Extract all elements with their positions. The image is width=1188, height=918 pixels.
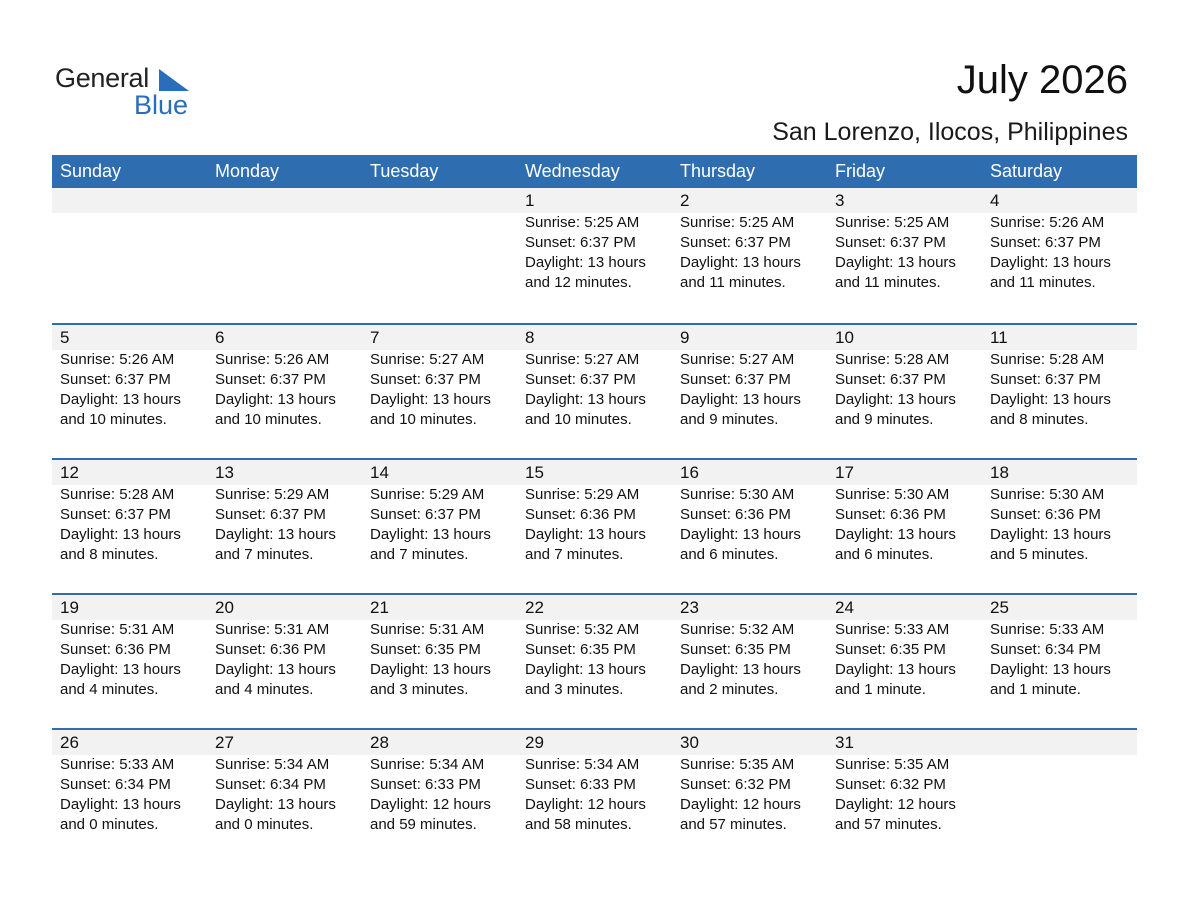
sunrise-text: Sunrise: 5:28 AM	[60, 486, 175, 503]
location-subtitle: San Lorenzo, Ilocos, Philippines	[772, 118, 1128, 146]
week-row	[52, 188, 1137, 323]
sunset-text: Sunset: 6:36 PM	[60, 641, 171, 658]
day-cell	[982, 595, 1137, 700]
daylight-minutes-text: and 4 minutes.	[60, 681, 159, 698]
sunrise-text: Sunrise: 5:27 AM	[525, 351, 640, 368]
day-cell	[982, 188, 1137, 293]
day-cell	[982, 460, 1137, 565]
day-number: 3	[835, 191, 845, 210]
sunrise-text: Sunrise: 5:29 AM	[370, 486, 485, 503]
sunset-text: Sunset: 6:37 PM	[215, 506, 326, 523]
daylight-minutes-text: and 1 minute.	[835, 681, 926, 698]
daylight-minutes-text: and 7 minutes.	[370, 546, 469, 563]
daylight-minutes-text: and 6 minutes.	[835, 546, 934, 563]
empty-day-cell	[52, 188, 207, 293]
day-number: 13	[215, 463, 234, 482]
daylight-text: Daylight: 13 hours	[680, 526, 801, 543]
empty-day-cell	[362, 188, 517, 293]
day-cell	[207, 595, 362, 700]
weekday-header-tuesday: Tuesday	[370, 161, 439, 181]
day-cell	[52, 460, 207, 565]
daylight-text: Daylight: 13 hours	[60, 526, 181, 543]
day-number: 9	[680, 328, 690, 347]
day-cell	[52, 595, 207, 700]
daylight-minutes-text: and 10 minutes.	[215, 411, 322, 428]
daylight-minutes-text: and 11 minutes.	[835, 274, 941, 291]
weekday-header-saturday: Saturday	[990, 161, 1063, 181]
calendar-grid	[52, 155, 1137, 863]
sunset-text: Sunset: 6:37 PM	[990, 371, 1101, 388]
sunrise-text: Sunrise: 5:31 AM	[60, 621, 175, 638]
day-cell	[207, 730, 362, 835]
day-number: 1	[525, 191, 535, 210]
daylight-text: Daylight: 13 hours	[990, 254, 1111, 271]
week-row	[52, 458, 1137, 593]
sunrise-text: Sunrise: 5:28 AM	[990, 351, 1105, 368]
sunset-text: Sunset: 6:37 PM	[215, 371, 326, 388]
calendar-weeks	[52, 188, 1137, 863]
daylight-text: Daylight: 13 hours	[525, 254, 646, 271]
sunset-text: Sunset: 6:37 PM	[525, 234, 636, 251]
day-cell	[827, 730, 982, 835]
weekday-header-row	[52, 155, 1137, 188]
day-cell	[672, 188, 827, 293]
sunset-text: Sunset: 6:35 PM	[525, 641, 636, 658]
day-cell	[362, 595, 517, 700]
daylight-text: Daylight: 13 hours	[215, 661, 336, 678]
sunrise-text: Sunrise: 5:27 AM	[680, 351, 795, 368]
day-number: 7	[370, 328, 380, 347]
sunset-text: Sunset: 6:33 PM	[525, 776, 636, 793]
day-cell	[672, 460, 827, 565]
daylight-minutes-text: and 1 minute.	[990, 681, 1081, 698]
daylight-minutes-text: and 12 minutes.	[525, 274, 632, 291]
sunset-text: Sunset: 6:36 PM	[525, 506, 636, 523]
day-cell	[517, 730, 672, 835]
daylight-text: Daylight: 13 hours	[835, 661, 956, 678]
daylight-minutes-text: and 3 minutes.	[525, 681, 624, 698]
day-number: 11	[990, 328, 1008, 347]
day-number: 31	[835, 733, 854, 752]
day-number: 19	[60, 598, 79, 617]
day-number: 20	[215, 598, 234, 617]
day-number: 27	[215, 733, 234, 752]
sunrise-text: Sunrise: 5:30 AM	[990, 486, 1105, 503]
daylight-text: Daylight: 13 hours	[990, 661, 1111, 678]
sunset-text: Sunset: 6:37 PM	[835, 371, 946, 388]
day-number: 24	[835, 598, 854, 617]
daylight-text: Daylight: 13 hours	[835, 391, 956, 408]
sunrise-text: Sunrise: 5:34 AM	[525, 756, 640, 773]
sunset-text: Sunset: 6:34 PM	[990, 641, 1101, 658]
daylight-minutes-text: and 11 minutes.	[990, 274, 1096, 291]
sunrise-text: Sunrise: 5:25 AM	[680, 214, 795, 231]
week-row	[52, 323, 1137, 458]
day-cell	[517, 188, 672, 293]
day-cell	[672, 730, 827, 835]
daylight-minutes-text: and 8 minutes.	[60, 546, 159, 563]
day-number: 22	[525, 598, 544, 617]
daylight-text: Daylight: 12 hours	[370, 796, 491, 813]
sunset-text: Sunset: 6:35 PM	[680, 641, 791, 658]
daylight-text: Daylight: 13 hours	[525, 526, 646, 543]
day-number: 25	[990, 598, 1009, 617]
day-cell	[362, 730, 517, 835]
logo-blue-text: Blue	[134, 90, 189, 120]
daylight-text: Daylight: 13 hours	[370, 391, 491, 408]
daylight-minutes-text: and 10 minutes.	[525, 411, 632, 428]
logo-triangle-icon	[159, 69, 189, 91]
daylight-minutes-text: and 7 minutes.	[525, 546, 624, 563]
day-number: 26	[60, 733, 79, 752]
daylight-text: Daylight: 13 hours	[370, 526, 491, 543]
sunrise-text: Sunrise: 5:33 AM	[60, 756, 175, 773]
sunset-text: Sunset: 6:36 PM	[835, 506, 946, 523]
day-number: 23	[680, 598, 699, 617]
day-cell	[827, 325, 982, 430]
daylight-text: Daylight: 13 hours	[215, 391, 336, 408]
sunset-text: Sunset: 6:37 PM	[370, 371, 481, 388]
daylight-minutes-text: and 58 minutes.	[525, 816, 632, 833]
sunrise-text: Sunrise: 5:34 AM	[215, 756, 330, 773]
weekday-header-friday: Friday	[835, 161, 886, 181]
sunset-text: Sunset: 6:35 PM	[370, 641, 481, 658]
sunrise-text: Sunrise: 5:26 AM	[60, 351, 175, 368]
day-number: 16	[680, 463, 699, 482]
sunrise-text: Sunrise: 5:33 AM	[990, 621, 1105, 638]
daylight-minutes-text: and 5 minutes.	[990, 546, 1089, 563]
day-cell	[517, 460, 672, 565]
sunrise-text: Sunrise: 5:30 AM	[835, 486, 950, 503]
day-number: 8	[525, 328, 535, 347]
sunrise-text: Sunrise: 5:27 AM	[370, 351, 485, 368]
daylight-text: Daylight: 13 hours	[60, 391, 181, 408]
day-number: 14	[370, 463, 389, 482]
daylight-text: Daylight: 13 hours	[60, 661, 181, 678]
weekday-header-sunday: Sunday	[60, 161, 122, 181]
day-number: 10	[835, 328, 854, 347]
daylight-text: Daylight: 12 hours	[680, 796, 801, 813]
day-cell	[827, 188, 982, 293]
sunrise-text: Sunrise: 5:30 AM	[680, 486, 795, 503]
day-cell	[517, 595, 672, 700]
day-number: 5	[60, 328, 70, 347]
day-cell	[362, 325, 517, 430]
daylight-text: Daylight: 12 hours	[525, 796, 646, 813]
day-number: 2	[680, 191, 690, 210]
daylight-minutes-text: and 0 minutes.	[215, 816, 314, 833]
weekday-header-monday: Monday	[215, 161, 280, 181]
sunset-text: Sunset: 6:37 PM	[835, 234, 946, 251]
week-row	[52, 728, 1137, 863]
day-number: 15	[525, 463, 544, 482]
day-cell	[52, 730, 207, 835]
logo-general-text: General	[55, 63, 149, 93]
daylight-minutes-text: and 9 minutes.	[680, 411, 779, 428]
sunrise-text: Sunrise: 5:29 AM	[215, 486, 330, 503]
daylight-minutes-text: and 0 minutes.	[60, 816, 159, 833]
empty-day-cell	[207, 188, 362, 293]
day-cell	[672, 325, 827, 430]
daylight-minutes-text: and 4 minutes.	[215, 681, 314, 698]
sunrise-text: Sunrise: 5:33 AM	[835, 621, 950, 638]
day-cell	[52, 325, 207, 430]
day-number: 30	[680, 733, 699, 752]
day-number: 12	[60, 463, 79, 482]
day-cell	[827, 595, 982, 700]
daylight-minutes-text: and 57 minutes.	[680, 816, 787, 833]
daylight-minutes-text: and 7 minutes.	[215, 546, 314, 563]
day-number: 18	[990, 463, 1009, 482]
sunset-text: Sunset: 6:37 PM	[60, 506, 171, 523]
daylight-minutes-text: and 10 minutes.	[370, 411, 477, 428]
daylight-text: Daylight: 13 hours	[680, 661, 801, 678]
sunset-text: Sunset: 6:34 PM	[60, 776, 171, 793]
sunset-text: Sunset: 6:32 PM	[835, 776, 946, 793]
weekday-header-wednesday: Wednesday	[525, 161, 620, 181]
week-row	[52, 593, 1137, 728]
sunrise-text: Sunrise: 5:35 AM	[835, 756, 950, 773]
sunrise-text: Sunrise: 5:25 AM	[525, 214, 640, 231]
day-number: 28	[370, 733, 389, 752]
sunrise-text: Sunrise: 5:34 AM	[370, 756, 485, 773]
sunrise-text: Sunrise: 5:29 AM	[525, 486, 640, 503]
day-cell	[517, 325, 672, 430]
sunrise-text: Sunrise: 5:32 AM	[680, 621, 795, 638]
sunset-text: Sunset: 6:37 PM	[680, 234, 791, 251]
sunrise-text: Sunrise: 5:31 AM	[215, 621, 330, 638]
day-cell	[207, 460, 362, 565]
daylight-minutes-text: and 59 minutes.	[370, 816, 477, 833]
sunset-text: Sunset: 6:36 PM	[215, 641, 326, 658]
daylight-minutes-text: and 11 minutes.	[680, 274, 786, 291]
day-cell	[672, 595, 827, 700]
sunset-text: Sunset: 6:36 PM	[680, 506, 791, 523]
daylight-text: Daylight: 12 hours	[835, 796, 956, 813]
sunrise-text: Sunrise: 5:31 AM	[370, 621, 485, 638]
sunrise-text: Sunrise: 5:35 AM	[680, 756, 795, 773]
sunrise-text: Sunrise: 5:32 AM	[525, 621, 640, 638]
daylight-text: Daylight: 13 hours	[60, 796, 181, 813]
sunset-text: Sunset: 6:36 PM	[990, 506, 1101, 523]
weekday-header-thursday: Thursday	[680, 161, 756, 181]
daylight-text: Daylight: 13 hours	[215, 526, 336, 543]
daylight-minutes-text: and 8 minutes.	[990, 411, 1089, 428]
daylight-minutes-text: and 3 minutes.	[370, 681, 469, 698]
empty-day-cell	[982, 730, 1137, 835]
daylight-text: Daylight: 13 hours	[990, 526, 1111, 543]
day-number: 29	[525, 733, 544, 752]
sunset-text: Sunset: 6:37 PM	[680, 371, 791, 388]
daylight-minutes-text: and 9 minutes.	[835, 411, 934, 428]
daylight-text: Daylight: 13 hours	[835, 254, 956, 271]
daylight-text: Daylight: 13 hours	[215, 796, 336, 813]
sunset-text: Sunset: 6:35 PM	[835, 641, 946, 658]
daylight-text: Daylight: 13 hours	[990, 391, 1111, 408]
sunrise-text: Sunrise: 5:26 AM	[215, 351, 330, 368]
day-cell	[207, 325, 362, 430]
day-number: 17	[835, 463, 854, 482]
sunset-text: Sunset: 6:37 PM	[990, 234, 1101, 251]
day-cell	[827, 460, 982, 565]
logo	[55, 62, 205, 122]
day-cell	[982, 325, 1137, 430]
day-cell	[362, 460, 517, 565]
daylight-text: Daylight: 13 hours	[835, 526, 956, 543]
page-title: July 2026	[956, 58, 1128, 102]
sunrise-text: Sunrise: 5:25 AM	[835, 214, 950, 231]
sunrise-text: Sunrise: 5:26 AM	[990, 214, 1105, 231]
daylight-text: Daylight: 13 hours	[370, 661, 491, 678]
daylight-minutes-text: and 57 minutes.	[835, 816, 942, 833]
daylight-text: Daylight: 13 hours	[680, 254, 801, 271]
daylight-minutes-text: and 2 minutes.	[680, 681, 779, 698]
sunrise-text: Sunrise: 5:28 AM	[835, 351, 950, 368]
day-number: 6	[215, 328, 225, 347]
sunset-text: Sunset: 6:37 PM	[60, 371, 171, 388]
daylight-minutes-text: and 6 minutes.	[680, 546, 779, 563]
sunset-text: Sunset: 6:33 PM	[370, 776, 481, 793]
sunset-text: Sunset: 6:32 PM	[680, 776, 791, 793]
daylight-minutes-text: and 10 minutes.	[60, 411, 167, 428]
sunset-text: Sunset: 6:34 PM	[215, 776, 326, 793]
daylight-text: Daylight: 13 hours	[680, 391, 801, 408]
day-number: 4	[990, 191, 1000, 210]
sunset-text: Sunset: 6:37 PM	[370, 506, 481, 523]
daylight-text: Daylight: 13 hours	[525, 391, 646, 408]
day-number: 21	[370, 598, 389, 617]
daylight-text: Daylight: 13 hours	[525, 661, 646, 678]
sunset-text: Sunset: 6:37 PM	[525, 371, 636, 388]
